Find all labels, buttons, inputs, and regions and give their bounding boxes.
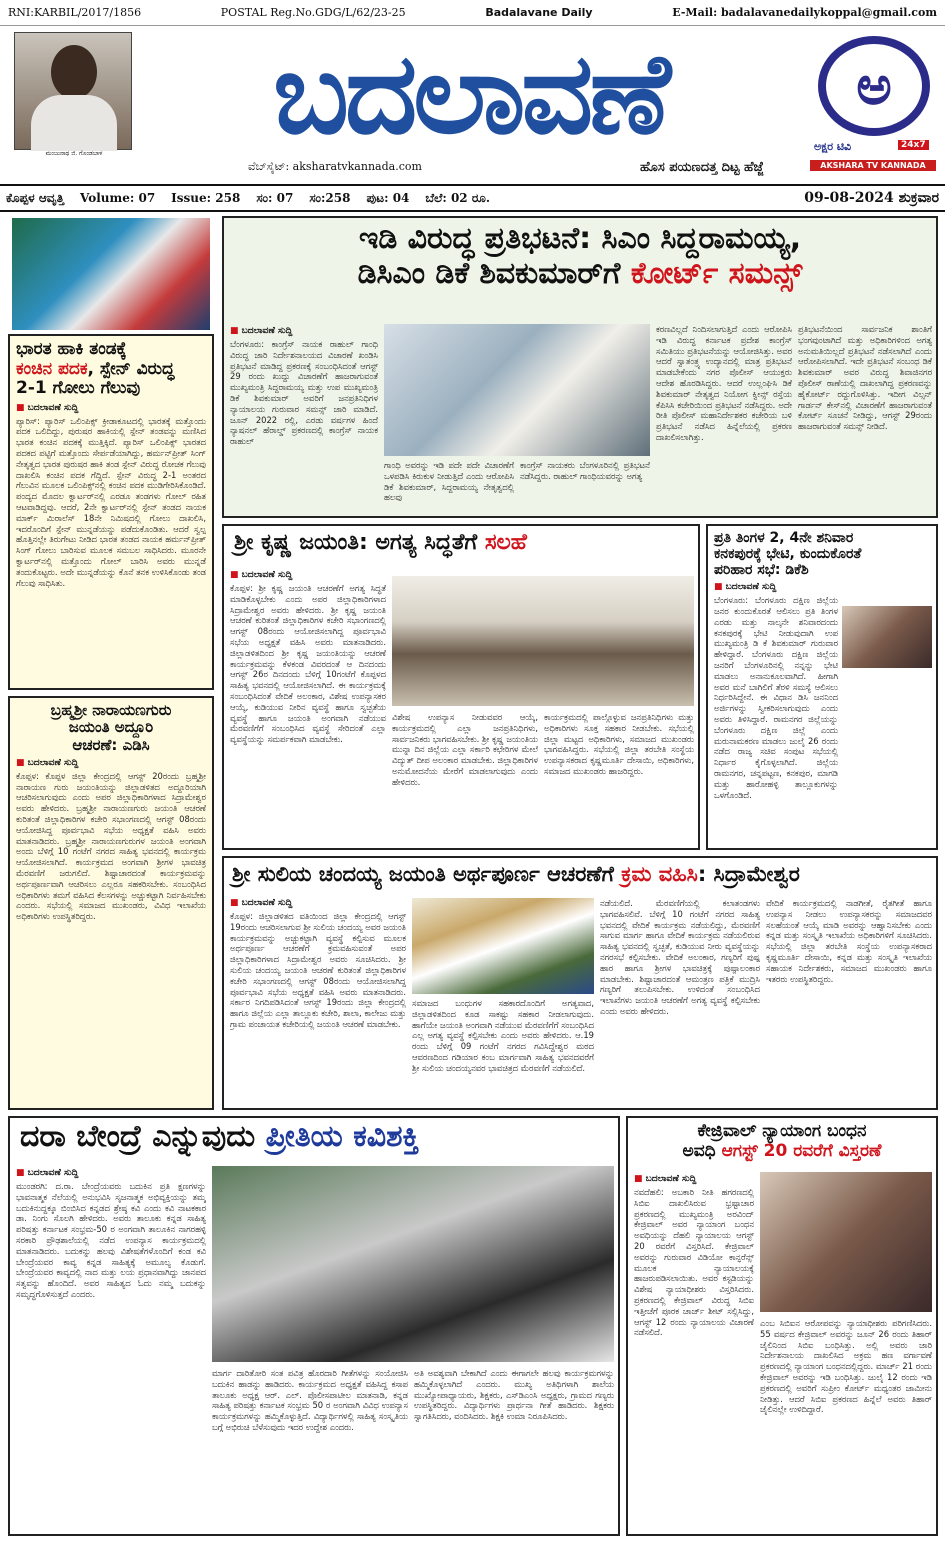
krishna-headline-b: ಸಲಹೆ — [484, 530, 527, 555]
kejriwal-article — [626, 1116, 938, 1536]
lead-headline-2a: ಡಿಸಿಎಂ ಡಿಕೆ ಶಿವಕುಮಾರ್‌ಗೆ — [357, 255, 631, 291]
sam: ಸಂ: 07 — [256, 190, 294, 205]
tv-emblem-icon: ಅ — [818, 36, 930, 136]
lead-headline-1: ಇಡಿ ವಿರುದ್ಧ ಪ್ರತಿಭಟನೆ: ಸಿಎಂ ಸಿದ್ದರಾಮಯ್ಯ, — [358, 221, 802, 256]
suliya-col-1: ಕೊಪ್ಪಳ: ಜಿಲ್ಲಾಡಳಿತದ ವತಿಯಿಂದ ಜಿಲ್ಲಾ ಕೇಂದ್ರದಲ್ಲಿ ಆಗಸ್ಟ್ 19ರಂದು ಆಚರಿಸಲಾಗುವ ಶ್ರೀ ಸುಲಿಯ ಚಂದಯ್ಯ ಅವರ ಜಯಂತಿ ಕಾರ್ಯಕ್ರಮವನ್ನು ಅಚ್ಚುಕಟ್ಟಾಗಿ ವ್ಯವಸ್ಥೆ ಕಲ್ಪಿಸುವ ಮೂಲಕ ಅರ್ಥಪೂರ್ಣ ಆಚರಣೆಗೆ ಕ್ರಮವಹಿಸುವಂತೆ ಅಪರ ಜಿಲ್ಲಾಧಿಕಾರಿಗಳಾದ ಸಿದ್ರಾಮೇಶ್ವರ ಅವರು ಸೂಚಿಸಿದರು. ಶ್ರೀ ಸುಲಿಯ ಚಂದಯ್ಯ ಜಯಂತಿ ಆಚರಣೆ ಕುರಿತಂತೆ ಜಿಲ್ಲಾಧಿಕಾರಿಗಳ ಕಚೇರಿ ಸಭಾಂಗಣದಲ್ಲಿ ಆಗಸ್ಟ್ 08ರಂದು ಆಯೋಜಿಸಲಾಗಿದ್ದ ಪೂರ್ವಭಾವಿ ಸಭೆಯ ಅಧ್ಯಕ್ಷತೆ ವಹಿಸಿ ಅವರು ಮಾತನಾಡಿದರು. ಸರ್ಕಾರ ನಿಗದಿಪಡಿಸಿದಂತೆ ಆಗಸ್ಟ್ 19ರಂದು ಜಿಲ್ಲಾ ಕೇಂದ್ರದಲ್ಲಿ ಹಾಗೂ ಜಿಲ್ಲೆಯ ಎಲ್ಲಾ ತಾಲ್ಲೂಕು ಕಚೇರಿ, ಶಾಲಾ, ಕಾಲೇಜು ಮತ್ತು ಗ್ರಾಮ ಪಂಚಾಯತ ಕಚೇರಿಯಲ್ಲಿ ಜಯಂತಿ ಆಚರಣೆ ಮಾಡಬೇಕು. — [230, 911, 406, 1029]
masthead-logo: ಬದಲಾವಣೆ — [273, 29, 667, 159]
lead-col-1: ಬೆಂಗಳೂರು: ಕಾಂಗ್ರೆಸ್ ನಾಯಕ ರಾಹುಲ್ ಗಾಂಧಿ ವಿರುದ್ಧ ಜಾರಿ ನಿರ್ದೇಶನಾಲಯದ ವಿಚಾರಣೆ ಖಂಡಿಸಿ ಪ್ರತಿಭಟನೆ ಮಾಡಿದ್ದ ಪ್ರಕರಣಕ್ಕೆ ಸಂಬಂಧಿಸಿದಂತೆ ಆಗಸ್ಟ್ 29 ರಂದು ಖುದ್ದು ವಿಚಾರಣೆಗೆ ಹಾಜರಾಗುವಂತೆ ಮುಖ್ಯಮಂತ್ರಿ ಸಿದ್ದರಾಮಯ್ಯ ಮತ್ತು ಉಪ ಮುಖ್ಯಮಂತ್ರಿ ಡಿಕೆ ಶಿವಕುಮಾರ್ ಅವರಿಗೆ ಜನಪ್ರತಿನಿಧಿಗಳ ನ್ಯಾಯಾಲಯ ಗುರುವಾರ ಸಮನ್ಸ್ ಜಾರಿ ಮಾಡಿದೆ. ಜೂನ್ 2022 ರಲ್ಲಿ, ಎರಡು ವರ್ಷಗಳ ಹಿಂದೆ ನ್ಯಾಷನಲ್ ಹೆರಾಲ್ಡ್ ಪ್ರಕರಣದಲ್ಲಿ ಕಾಂಗ್ರೆಸ್ ನಾಯಕ ರಾಹುಲ್ — [230, 339, 378, 447]
hockey-body: ಪ್ಯಾರಿಸ್: ಪ್ಯಾರಿಸ್ ಒಲಿಂಪಿಕ್ಸ್ ಕ್ರೀಡಾಕೂಟದಲ್ಲಿ ಭಾರತಕ್ಕೆ ಮತ್ತೊಂದು ಪದಕ ಒಲಿದಿದ್ದು, ಪುರುಷರ ಹಾಕಿಯಲ್ಲಿ ಸ್ಪೇನ್ ತಂಡವನ್ನು ಮಣಿಸಿದ ಭಾರತ ಕಂಚಿನ ಪದಕಕ್ಕೆ ಮುತ್ತಿಕ್ಕಿದೆ. ಪ್ಯಾರಿಸ್ ಒಲಿಂಪಿಕ್ಸ್ ಭಾರತದ ಪದಕದ ಪಟ್ಟಿಗೆ ಮತ್ತೊಂದು ಸೇರ್ಪಡೆಯಾಗಿದ್ದು, ಹರ್ಮನ್‌ಪ್ರೀತ್ ಸಿಂಗ್ ನೇತೃತ್ವದ ಭಾರತ ಪುರುಷರ ಹಾಕಿ ತಂಡ ಸ್ಪೇನ್ ವಿರುದ್ಧ ರೋಚಕ ಗೆಲುವು ದಾಖಲಿಸಿ ಕಂಚಿನ ಪದಕ ಗೆದ್ದಿದೆ. ಸ್ಪೇನ್ ವಿರುದ್ಧ 2-1 ಅಂತರದ ಗೆಲುವಿನ ಮೂಲಕ ಒಲಿಂಪಿಕ್ಸ್‌ನಲ್ಲಿ ಕಂಚಿನ ಪದಕ ಮುಡಿಗೇರಿಸಿಕೊಂಡಿದೆ. ಪಂದ್ಯದ ಮೊದಲ ಕ್ವಾರ್ಟರ್‌ನಲ್ಲಿ ಎರಡೂ ತಂಡಗಳು ಗೋಲ್ ರಹಿತ ಆಟವಾಡಿದ್ದವು. ಆದರೆ, 2ನೇ ಕ್ವಾರ್ಟರ್‌ನಲ್ಲಿ ಸ್ಪೇನ್ ತಂಡದ ನಾಯಕ ಮಾರ್ಕ್ ಮಿರಾಲೆಸ್ 18ನೇ ನಿಮಿಷದಲ್ಲಿ ಗೋಲು ದಾಖಲಿಸಿ, ಇದರೊಂದಿಗೆ ಸ್ಪೇನ್ ಮುನ್ನಡೆಯನ್ನು ಪಡೆದುಕೊಂಡಿತು. ಆದರೆ ಸ್ವಲ್ಪ ಹೊತ್ತಿನಲ್ಲೇ ತಿರುಗೇಟು ನೀಡಿದ ಭಾರತ ತಂಡದ ನಾಯಕ ಹರ್ಮನ್‌ಪ್ರೀತ್ ಸಿಂಗ್ ಗೋಲು ಬಾರಿಸುವ ಮೂಲಕ ಸಮಬಲ ಸಾಧಿಸಿದರು. ಮೂರನೇ ಕ್ವಾರ್ಟರ್‌ನಲ್ಲಿ ಮತ್ತೊಂದು ಗೋಲ್ ಬಾರಿಸಿ ಅವರು ಮುನ್ನಡೆ ತಂದುಕೊಟ್ಟರು. ಅದೇ ಮುನ್ನಡೆಯನ್ನು ಕೊನೆ ತನಕ ಉಳಿಸಿಕೊಂಡು ತಂಡ ಗೆಲುವು ಸಾಧಿಸಿತು. — [16, 415, 206, 588]
top-bar — [0, 0, 945, 26]
narayanaguru-headline-1: ಬ್ರಹ್ಮಶ್ರೀ ನಾರಾಯಣಗುರು — [50, 701, 172, 719]
lead-headline-2b: ಕೋರ್ಟ್ ಸಮನ್ಸ್ — [630, 255, 803, 291]
lead-article — [222, 216, 938, 518]
hockey-byline: ■ ಬದಲಾವಣೆ ಸುದ್ದಿ — [16, 403, 206, 413]
postal-reg: POSTAL Reg.No.GDG/L/62/23-25 — [220, 6, 406, 19]
krishna-col-1: ಕೊಪ್ಪಳ: ಶ್ರೀ ಕೃಷ್ಣ ಜಯಂತಿ ಆಚರಣೆಗೆ ಅಗತ್ಯ ಸಿದ್ಧತೆ ಮಾಡಿಕೊಳ್ಳಬೇಕು ಎಂದು ಅಪರ ಜಿಲ್ಲಾಧಿಕಾರಿಗಳಾದ ಸಿದ್ರಾಮೇಶ್ವರ ಅವರು ಹೇಳಿದರು. ಶ್ರೀ ಕೃಷ್ಣ ಜಯಂತಿ ಆಚರಣೆ ಕುರಿತಂತೆ ಜಿಲ್ಲಾಧಿಕಾರಿಗಳ ಕಚೇರಿ ಸಭಾಂಗಣದಲ್ಲಿ ಆಗಸ್ಟ್ 08ರಂದು ಆಯೋಜಿಸಲಾಗಿದ್ದ ಪೂರ್ವಭಾವಿ ಸಭೆಯ ಅಧ್ಯಕ್ಷತೆ ವಹಿಸಿ ಅವರು ಮಾತನಾಡಿದರು. ಜಿಲ್ಲಾಡಳಿತದಿಂದ ಶ್ರೀ ಕೃಷ್ಣ ಜಯಂತಿಯನ್ನು ಆಚರಣೆ ಕಾರ್ಯಕ್ರಮವನ್ನು ಕೆಳಕಂಡ ವಿವರದಂತೆ ಆ ದಿನದಂದು ಆಗಸ್ಟ್ 26ರ ದಿನದಂದು ಬೆಳಿಗ್ಗೆ 10ಗಂಟೆಗೆ ಕೊಪ್ಪಳದ ಸಾಹಿತ್ಯ ಭವನದಲ್ಲಿ ಆಯೋಜಿಸಲಾಗಿದೆ. ಈ ಕಾರ್ಯಕ್ರಮಕ್ಕೆ ಸಂಬಂಧಿಸಿದಂತೆ ವೇದಿಕೆ ಅಲಂಕಾರ, ವಿಶೇಷ ಉಪನ್ಯಾಸಕರ ಆಯ್ಕೆ, ಕುಡಿಯುವ ನೀರಿನ ವ್ಯವಸ್ಥೆ ಹಾಗೂ ಸ್ವಚ್ಛತೆಯ ವ್ಯವಸ್ಥೆ ಹಾಗೂ ಜಯಂತಿ ಅಂಗವಾಗಿ ನಡೆಯುವ ಮೆರವಣಿಗೆಗೆ ಸಂಬಂಧಿಸಿದ ವ್ಯವಸ್ಥೆ ಸೇರಿದಂತೆ ಎಲ್ಲಾ ವ್ಯವಸ್ಥೆಯನ್ನು ಸಮರ್ಪಕವಾಗಿ ಮಾಡಬೇಕು. — [230, 583, 386, 745]
bendre-col-2: ಮಾರ್ಗ ದಾರಿತೋರಿ ಸಂತ ಪವಿತ್ರ ಹೊರದಾರಿ ಗೀತೆಗಳನ್ನು ಸಂಯೋಜಿಸಿ ಬದುಕಿನ ಹಾಡನ್ನು ಹಾಡಿದರು. ಕಾರ್ಯಕ್ರಮದ ಅಧ್ಯಕ್ಷತೆ ವಹಿಸಿದ್ದ ಕಸಾಪ ತಾಲೂಕು ಅಧ್ಯಕ್ಷ ಆರ್. ಎಲ್. ಪೊಲೀಸಪಾಟೀಲ ಮಾತನಾಡಿ, ಕನ್ನಡ ಸಾಹಿತ್ಯ ಪರಿಷತ್ತು ಕರ್ನಾಟಕ ಸಂಭ್ರಮ 50 ರ ಅಂಗವಾಗಿ ವಿವಿಧ ಉಪನ್ಯಾಸ ಕಾರ್ಯಕ್ರಮಗಳನ್ನು ಹಮ್ಮಿಕೊಳ್ಳುತ್ತಿದೆ. ವಿದ್ಯಾರ್ಥಿಗಳಲ್ಲಿ ಸಾಹಿತ್ಯ ಸಂಸ್ಕೃತಿಯ ಬಗ್ಗೆ ಅಭಿರುಚಿ ಬೆಳೆಸುವುದು ಇದರ ಉದ್ದೇಶ ಎಂದರು. — [212, 1368, 408, 1432]
bendre-col-3: ಅತಿ ಅವಶ್ಯವಾಗಿ ಬೇಕಾಗಿದೆ ಎಂದು ಈಗಾಗಲೇ ಹಲವು ಕಾರ್ಯಕ್ರಮಗಳನ್ನು ಹಮ್ಮಿಕೊಳ್ಳಲಾಗಿದೆ ಎಂದರು. ಮುಖ್ಯ ಅತಿಥಿಗಳಾಗಿ ಶಾಲೆಯ ಮುಖ್ಯೋಪಾಧ್ಯಾಯರು, ಶಿಕ್ಷಕರು, ಎಸ್‌ಡಿಎಂಸಿ ಅಧ್ಯಕ್ಷರು, ಗ್ರಾಮದ ಗಣ್ಯರು ಉಪಸ್ಥಿತರಿದ್ದರು. ವಿದ್ಯಾರ್ಥಿಗಳು ಪ್ರಾರ್ಥನಾ ಗೀತೆ ಹಾಡಿದರು. ಶಿಕ್ಷಕರು ಸ್ವಾಗತಿಸಿದರು, ವಂದಿಸಿದರು. ಶಿಕ್ಷಕಿ ಉಮಾ ನಿರೂಪಿಸಿದರು. — [414, 1368, 614, 1422]
krishna-byline: ■ ಬದಲಾವಣೆ ಸುದ್ದಿ — [230, 570, 386, 580]
suliya-col-3: ನಡೆಯಲಿದೆ. ಮೆರವಣಿಗೆಯಲ್ಲಿ ಕಲಾತಂಡಗಳು ಭಾಗವಹಿಸಲಿವೆ. ಬೆಳಿಗ್ಗೆ 10 ಗಂಟೆಗೆ ನಗರದ ಸಾಹಿತ್ಯ ಭವನದಲ್ಲಿ ವೇದಿಕೆ ಕಾರ್ಯಕ್ರಮ ನಡೆಯಲಿದ್ದು, ಮೆರವಣಿಗೆ ಸಾಗುವ ಮಾರ್ಗ ಹಾಗೂ ವೇದಿಕೆ ಕಾರ್ಯಕ್ರಮ ನಡೆಯಲಿರುವ ಸಾಹಿತ್ಯ ಭವನದಲ್ಲಿ ಸ್ವಚ್ಛತೆ, ಕುಡಿಯುವ ನೀರು ವ್ಯವಸ್ಥೆಯನ್ನು ನಗರಸಭೆ ಕಲ್ಪಿಸಬೇಕು. ವೇದಿಕೆ ಅಲಂಕಾರ, ಗಣ್ಯರಿಗೆ ಪುಷ್ಪ ಹಾರ ಹಾಗೂ ಶ್ರೀಗಳ ಭಾವಚಿತ್ರಕ್ಕೆ ಪುಷ್ಪಾಲಂಕಾರ ಮಾಡಬೇಕು. ಶಿಷ್ಟಾಚಾರದಂತೆ ಆಮಂತ್ರಣ ಪತ್ರಿಕೆ ಮುದ್ರಿಸಿ ಗಣ್ಯರಿಗೆ ತಲುಪಿಸಬೇಕು. ಉಳಿದಂತೆ ಸಂಬಂಧಿಸಿದ ಇಲಾಖೆಗಳು ಜಯಂತಿ ಆಚರಣೆಗೆ ಅಗತ್ಯ ವ್ಯವಸ್ಥೆ ಕಲ್ಪಿಸಬೇಕು ಎಂದು ಅವರು ಹೇಳಿದರು. — [600, 898, 760, 1016]
hockey-headline-2a: ಕಂಚಿನ ಪದಕ — [16, 358, 88, 379]
bendre-byline: ■ ಬದಲಾವಣೆ ಸುದ್ದಿ — [16, 1168, 206, 1178]
editor-photo — [14, 32, 132, 150]
suliya-col-4: ವೇದಿಕೆ ಕಾರ್ಯಕ್ರಮದಲ್ಲಿ ನಾಡಗೀತೆ, ರೈತಗೀತೆ ಹಾಗೂ ಉಪನ್ಯಾಸ ನೀಡಲು ಉಪನ್ಯಾಸಕರನ್ನು ಸಮಾಜದವರ ಸಲಹೆಯಂತೆ ಆಯ್ಕೆ ಮಾಡಿ ಅವರನ್ನು ಆಹ್ವಾನಿಸಬೇಕು ಎಂದು ಕನ್ನಡ ಮತ್ತು ಸಂಸ್ಕೃತಿ ಇಲಾಖೆಯ ಅಧಿಕಾರಿಗಳಿಗೆ ಸೂಚಿಸಿದರು. ಸಭೆಯಲ್ಲಿ ಜಿಲ್ಲಾ ತರಬೇತಿ ಸಂಸ್ಥೆಯ ಉಪನ್ಯಾಸಕರಾದ ಕೃಷ್ಣಮೂರ್ತಿ ದೇಸಾಯಿ, ಕನ್ನಡ ಮತ್ತು ಸಂಸ್ಕೃತಿ ಇಲಾಖೆಯ ಸಹಾಯಕ ನಿರ್ದೇಶಕರು, ಸಮಾಜದ ಮುಖಂಡರು ಹಾಗೂ ಇತರರು ಉಪಸ್ಥಿತರಿದ್ದರು. — [766, 898, 932, 984]
bendre-headline-a: ದರಾ ಬೇಂದ್ರೆ ಎನ್ನುವುದು — [20, 1119, 266, 1154]
kejriwal-photo — [760, 1172, 932, 1312]
bendre-article — [8, 1116, 620, 1536]
editor-photo-caption: ಮಂಜುನಾಥ ಜಿ. ಗೊಂಡಬಾಳ — [45, 150, 103, 157]
kundukorate-headline-2: ಕನಕಪುರಕ್ಕೆ ಭೇಟಿ, ಕುಂದುಕೊರತೆ — [714, 546, 862, 563]
rni-number: RNI:KARBIL/2017/1856 — [8, 6, 142, 19]
bendre-headline-b: ಪ್ರೀತಿಯ ಕವಿಶಕ್ತಿ — [265, 1119, 420, 1154]
tv-name: ಅಕ್ಷರ ಟಿವಿ — [814, 140, 852, 153]
tagline: ಹೊಸ ಪಯಣದತ್ತ ದಿಟ್ಟ ಹೆಜ್ಜೆ — [640, 160, 764, 175]
bendre-photo — [212, 1166, 614, 1362]
email: E-Mail: badalavanedailykoppal@gmail.com — [672, 6, 937, 19]
tv-logo — [806, 36, 938, 176]
lead-col-2: ಗಾಂಧಿ ಅವರನ್ನು ಇಡಿ ಪದೇ ಪದೇ ವಿಚಾರಣೆಗೆ ಒಳಪಡಿಸಿ ಕಿರುಕುಳ ನೀಡುತ್ತಿದೆ ಎಂದು ಆರೋಪಿಸಿ ಡಿಕೆ ಶಿವಕುಮಾರ್, ಸಿದ್ದರಾಮಯ್ಯ ನೇತೃತ್ವದಲ್ಲಿ ಹಲವು — [384, 460, 514, 503]
hockey-photo — [12, 218, 210, 330]
suliya-article — [222, 856, 938, 1110]
krishna-headline-a: ಶ್ರೀ ಕೃಷ್ಣ ಜಯಂತಿ: ಅಗತ್ಯ ಸಿದ್ಧತೆಗೆ — [234, 530, 485, 555]
kundukorate-body: ಬೆಂಗಳೂರು: ಬೆಂಗಳೂರು ದಕ್ಷಿಣ ಜಿಲ್ಲೆಯ ಜನರ ಕುಂದುಕೊರತೆ ಆಲಿಸಲು ಪ್ರತಿ ತಿಂಗಳ ಎರಡು ಮತ್ತು ನಾಲ್ಕನೇ ಶನಿವಾರದಂದು ಕನಕಪುರಕ್ಕೆ ಭೇಟಿ ನೀಡುವುದಾಗಿ ಉಪ ಮುಖ್ಯಮಂತ್ರಿ ಡಿ ಕೆ ಶಿವಕುಮಾರ್ ಗುರುವಾರ ಹೇಳಿದ್ದಾರೆ. ಬೆಂಗಳೂರು ದಕ್ಷಿಣ ಜಿಲ್ಲೆಯ ಜನರಿಗೆ ಬೆಂಗಳೂರಿನಲ್ಲಿ ನನ್ನನ್ನು ಭೇಟಿ ಮಾಡಲು ಅನಾನುಕೂಲವಾಗಿದೆ. ಹೀಗಾಗಿ ಅವರ ಮನೆ ಬಾಗಿಲಿಗೆ ತೆರಳಿ ಸಮಸ್ಯೆ ಆಲಿಸಲು ನಿರ್ಧರಿಸಿದ್ದೇನೆ. ಈ ವಿಧಾನ ಡಿಸಿ ಜನನಿಂದ ಅರ್ಜಿಗಳನ್ನು ಸ್ವೀಕರಿಸಲಾಗುವುದು ಎಂದು ಅವರು ತಿಳಿಸಿದ್ದಾರೆ. ರಾಮನಗರ ಜಿಲ್ಲೆಯನ್ನು ಬೆಂಗಳೂರು ದಕ್ಷಿಣ ಜಿಲ್ಲೆ ಎಂದು ಮರುನಾಮಕರಣ ಮಾಡಲು ಜುಲೈ 26 ರಂದು ನಡೆದ ರಾಜ್ಯ ಸಚಿವ ಸಂಪುಟ ಸಭೆಯಲ್ಲಿ ನಿರ್ಧಾರ ಕೈಗೊಳ್ಳಲಾಗಿದೆ. ಜಿಲ್ಲೆಯ ರಾಮನಗರ, ಚನ್ನಪಟ್ಟಣ, ಕನಕಪುರ, ಮಾಗಡಿ ಮತ್ತು ಹಾರೋಹಳ್ಳಿ ತಾಲ್ಲೂಕುಗಳನ್ನು ಒಳಗೊಂಡಿದೆ. — [714, 595, 838, 800]
narayanaguru-headline-2: ಜಯಂತಿ ಅದ್ದೂರಿ — [68, 718, 154, 737]
suliya-photo — [412, 898, 594, 994]
hockey-headline-3: 2-1 ಗೋಲು ಗೆಲುವು — [16, 378, 141, 399]
suliya-headline-c: : ಸಿದ್ರಾಮೇಶ್ವರ — [697, 862, 800, 886]
kundukorate-headline-1: ಪ್ರತಿ ತಿಂಗಳ 2, 4ನೇ ಶನಿವಾರ — [714, 530, 854, 546]
edition: ಕೊಪ್ಪಳ ಆವೃತ್ತಿ — [6, 190, 65, 205]
kundukorate-byline: ■ ಬದಲಾವಣೆ ಸುದ್ದಿ — [714, 582, 930, 592]
suliya-col-2: ಸಮಾಜದ ಬಂಧುಗಳ ಸಹಕಾರದೊಂದಿಗೆ ಅಗತ್ಯವಾದ, ಜಿಲ್ಲಾಡಳಿತದಿಂದ ಕೂಡ ಸಾಕಷ್ಟು ಸಹಕಾರ ನೀಡಲಾಗುವುದು. ಹಾಗೆಯೇ ಜಯಂತಿ ಅಂಗವಾಗಿ ನಡೆಯುವ ಮೆರವಣಿಗೆಗೆ ಸಂಬಂಧಿಸಿದ ಎಲ್ಲ ಅಗತ್ಯ ವ್ಯವಸ್ಥೆ ಕಲ್ಪಿಸಬೇಕು ಎಂದು ಅವರು ಹೇಳಿದರು. ಆ.19 ರಂದು ಬೆಳಿಗ್ಗೆ 09 ಗಂಟೆಗೆ ನಗರದ ಗವಿಸಿದ್ದೇಶ್ವರ ಮಠದ ಆವರಣದಿಂದ ಗಡಿಯಾರ ಕಂಬ ಮಾರ್ಗವಾಗಿ ಸಾಹಿತ್ಯ ಭವನದವರೆಗೆ ಶ್ರೀ ಸುಲಿಯ ಚಂದಯ್ಯನವರ ಭಾವಚಿತ್ರದ ಮೆರವಣಿಗೆ ನಡೆಯಲಿದೆ. — [412, 998, 594, 1073]
suliya-byline: ■ ಬದಲಾವಣೆ ಸುದ್ದಿ — [230, 898, 406, 908]
narayanaguru-body: ಕೊಪ್ಪಳ: ಕೊಪ್ಪಳ ಜಿಲ್ಲಾ ಕೇಂದ್ರದಲ್ಲಿ ಆಗಸ್ಟ್ 20ರಂದು ಬ್ರಹ್ಮಶ್ರೀ ನಾರಾಯಣ ಗುರು ಜಯಂತಿಯನ್ನು ಜಿಲ್ಲಾಡಳಿತದ ಅದ್ದೂರಿಯಾಗಿ ಆಚರಿಸಲಾಗುವುದು ಎಂದು ಅಪರ ಜಿಲ್ಲಾಧಿಕಾರಿಗಳಾದ ಸಿದ್ರಾಮೇಶ್ವರ ಅವರು ಹೇಳಿದರು. ಬ್ರಹ್ಮಶ್ರೀ ನಾರಾಯಣಗುರು ಜಯಂತಿ ಆಚರಣೆ ಕುರಿತಂತೆ ಜಿಲ್ಲಾಧಿಕಾರಿಗಳ ಕಚೇರಿ ಸಭಾಂಗಣದಲ್ಲಿ ಆಗಸ್ಟ್ 08ರಂದು ಆಯೋಜಿಸಿದ್ದ ಪೂರ್ವಭಾವಿ ಸಭೆಯ ಅಧ್ಯಕ್ಷತೆ ವಹಿಸಿ ಅವರು ಮಾತನಾಡಿದರು. ಬ್ರಹ್ಮಶ್ರೀ ನಾರಾಯಣಗುರುಗಳ ಜಯಂತಿ ಅಂಗವಾಗಿ ಅಂದು ಬೆಳಿಗ್ಗೆ 10 ಗಂಟೆಗೆ ನಗರದ ಸಾಹಿತ್ಯ ಭವನದಲ್ಲಿ ಕಾರ್ಯಕ್ರಮ ಆಯೋಜಿಸಲಾಗಿದೆ. ಕಾರ್ಯಕ್ರಮದ ಅಂಗವಾಗಿ ಶ್ರೀಗಳ ಭಾವಚಿತ್ರ ಮೆರವಣಿಗೆ ಜರುಗಲಿದೆ. ಶಿಷ್ಟಾಚಾರದಂತೆ ಕಾರ್ಯಕ್ರಮವನ್ನು ಅರ್ಥಪೂರ್ಣವಾಗಿ ಆಚರಿಸಲು ಎಲ್ಲರೂ ಸಹಕರಿಸಬೇಕು. ಸಂಬಂಧಿಸಿದ ಅಧಿಕಾರಿಗಳು ತಮಗೆ ವಹಿಸಿದ ಕೆಲಸಗಳನ್ನು ಅಚ್ಚುಕಟ್ಟಾಗಿ ನಿರ್ವಹಿಸಬೇಕು ಎಂದರು. ಸಭೆಯಲ್ಲಿ ಸಮಾಜದ ಮುಖಂಡರು, ವಿವಿಧ ಇಲಾಖೆಯ ಅಧಿಕಾರಿಗಳು ಉಪಸ್ಥಿತರಿದ್ದರು. — [16, 770, 206, 922]
sam2: ಸಂ:258 — [309, 190, 351, 205]
suliya-headline-b: ಕ್ರಮ ವಹಿಸಿ — [621, 862, 698, 886]
lead-col-4: ಕರಣವಿಲ್ಲದೆ ನಿಂದಿಸಲಾಗುತ್ತಿದೆ ಎಂದು ಆರೋಪಿಸಿ ಇಡಿ ವಿರುದ್ಧ ಕರ್ನಾಟಕ ಪ್ರದೇಶ ಕಾಂಗ್ರೆಸ್ ಸಮಿತಿಯು ಪ್ರತಿಭಟನೆಯನ್ನು ಆಯೋಜಿಸಿತ್ತು. ಅವರ ಆದರೆ ಸ್ವಾತಂತ್ರ್ಯ ಉದ್ಯಾನದಲ್ಲಿ ಮಾತ್ರ ಪ್ರತಿಭಟನೆ ಮಾಡಬೇಕೆಂದು ನಗರ ಪೊಲೀಸ್ ಆಯುಕ್ತರು ಆದೇಶ ಹೊರಡಿಸಿದ್ದರು. ಆದರೆ ಉಲ್ಲಂಘಿಸಿ ಡಿಕೆ ಶಿವಕುಮಾರ್ ನೇತೃತ್ವದ ನಿಯೋಗ ಕ್ವೀನ್ಸ್ ರಸ್ತೆಯ ಕೆಪಿಸಿಸಿ ಕಚೇರಿಯಿಂದ ಪ್ರತಿಭಟನೆ ನಡೆಸಿದ್ದರು. ಅದೇ ರೀತಿ ಪೊಲೀಸ್ ಮಹಾನಿರ್ದೇಶಕರ ಕಚೇರಿಯ ಬಳಿ ಪ್ರತಿಭಟನೆ ನಡೆಸಿದ ಹಿನ್ನೆಲೆಯಲ್ಲಿ ಪ್ರಕರಣ ದಾಖಲಿಸಲಾಗಿತ್ತು. — [656, 324, 792, 442]
kejriwal-col-1: ನವದೆಹಲಿ: ಅಬಕಾರಿ ನೀತಿ ಹಗರಣದಲ್ಲಿ ಸಿಬಿಐ ದಾಖಲಿಸಿರುವ ಭ್ರಷ್ಟಾಚಾರ ಪ್ರಕರಣದಲ್ಲಿ ಮುಖ್ಯಮಂತ್ರಿ ಅರವಿಂದ್ ಕೇಜ್ರಿವಾಲ್ ಅವರ ನ್ಯಾಯಾಂಗ ಬಂಧನ ಅವಧಿಯನ್ನು ದೆಹಲಿ ನ್ಯಾಯಾಲಯ ಆಗಸ್ಟ್ 20 ರವರೆಗೆ ವಿಸ್ತರಿಸಿದೆ. ಕೇಜ್ರಿವಾಲ್ ಅವರನ್ನು ಗುರುವಾರ ವಿಡಿಯೋ ಕಾನ್ಫರೆನ್ಸ್ ಮೂಲಕ ನ್ಯಾಯಾಲಯಕ್ಕೆ ಹಾಜರುಪಡಿಸಲಾಯಿತು. ಅವರ ಕಸ್ಟಡಿಯನ್ನು ವಿಶೇಷ ನ್ಯಾಯಾಧೀಶರು ವಿಸ್ತರಿಸಿದರು. ಪ್ರಕರಣದಲ್ಲಿ ಕೇಜ್ರಿವಾಲ್ ವಿರುದ್ಧ ಸಿಬಿಐ ಇತ್ತೀಚೆಗೆ ಪೂರಕ ಚಾರ್ಜ್ ಶೀಟ್ ಸಲ್ಲಿಸಿದ್ದು, ಆಗಸ್ಟ್ 12 ರಂದು ನ್ಯಾಯಾಲಯ ವಿಚಾರಣೆ ನಡೆಸಲಿದೆ. — [634, 1187, 754, 1338]
krishna-photo — [392, 576, 694, 706]
kejriwal-byline: ■ ಬದಲಾವಣೆ ಸುದ್ದಿ — [634, 1174, 754, 1184]
hockey-headline-2b: , ಸ್ಪೇನ್ ವಿರುದ್ಧ — [87, 358, 175, 379]
lead-col-5: ಪ್ರತಿಭಟನೆಯಿಂದ ಸಾರ್ವಜನಿಕ ಶಾಂತಿಗೆ ಭಂಗವುಂಟಾಗಿದೆ ಮತ್ತು ಅಧಿಕಾರಿಗಳಿಂದ ಅಗತ್ಯ ಅನುಮತಿಯಿಲ್ಲದೆ ಪ್ರತಿಭಟನೆ ನಡೆಸಲಾಗಿದೆ ಎಂದು ಆರೋಪಿಸಲಾಗಿದೆ. ಇದೇ ಪ್ರತಿಭಟನೆ ಸಂಬಂಧ ಡಿಕೆ ಶಿವಕುಮಾರ್ ಅವರ ವಿರುದ್ಧ ಶಿವಾಜಿನಗರ ಪೊಲೀಸ್ ಠಾಣೆಯಲ್ಲಿ ದಾಖಲಾಗಿದ್ದ ಪ್ರಕರಣವನ್ನು ಹೈಕೋರ್ಟ್ ರದ್ದುಗೊಳಿಸಿತ್ತು. ಇದೀಗ ವಿಲ್ಸನ್ ಗಾರ್ಡನ್ ಕೇಸ್‌ನಲ್ಲಿ ವಿಚಾರಣೆಗೆ ಹಾಜರಾಗುವಂತೆ ಕೋರ್ಟ್ ಸೂಚನೆ ನೀಡಿದ್ದು, ಆಗಸ್ಟ್ 29ರಂದು ಹಾಜರಾಗುವಂತೆ ಸಮನ್ಸ್ ನೀಡಿದೆ. — [798, 324, 932, 432]
kejriwal-headline-1: ಕೇಜ್ರಿವಾಲ್ ನ್ಯಾಯಾಂಗ ಬಂಧನ — [697, 1121, 867, 1141]
hockey-article — [8, 334, 214, 690]
kundukorate-headline-3: ಪರಿಹಾರ ಸಭೆ: ಡಿಕೆಶಿ — [714, 562, 809, 579]
price: ಬೆಲೆ: 02 ರೂ. — [425, 190, 491, 205]
paper-name-en: Badalavane Daily — [485, 6, 593, 19]
volume: Volume: 07 — [80, 191, 156, 205]
lead-byline: ■ ಬದಲಾವಣೆ ಸುದ್ದಿ — [230, 326, 378, 336]
krishna-article — [222, 524, 700, 850]
narayanaguru-headline-3: ಆಚರಣೆ: ಎಡಿಸಿ — [72, 735, 150, 754]
lead-col-3: ಕಾಂಗ್ರೆಸ್ ನಾಯಕರು ಬೆಂಗಳೂರಿನಲ್ಲಿ ಪ್ರತಿಭಟನೆ ನಡೆಸಿದ್ದರು. ರಾಹುಲ್ ಗಾಂಧಿಯವರನ್ನು ಅಗತ್ಯ — [520, 460, 650, 481]
narayanaguru-byline: ■ ಬದಲಾವಣೆ ಸುದ್ದಿ — [16, 758, 206, 768]
tv-badge: 24x7 — [898, 140, 929, 150]
dks-photo — [842, 606, 932, 668]
pages: ಪುಟ: 04 — [366, 190, 410, 205]
krishna-col-2: ವಿಶೇಷ ಉಪನ್ಯಾಸ ನೀಡುವವರ ಆಯ್ಕೆ, ಕಾರ್ಯಕ್ರಮದಲ್ಲಿ ಎಲ್ಲಾ ಜನಪ್ರತಿನಿಧಿಗಳು, ಸಾರ್ವಜನಿಕರು ಭಾಗವಹಿಸಬೇಕು. ಶ್ರೀ ಕೃಷ್ಣ ಜಯಂತಿಯ ಮುನ್ನಾ ದಿನ ಜಿಲ್ಲೆಯ ಎಲ್ಲಾ ಸರ್ಕಾರಿ ಕಛೇರಿಗಳ ಮೇಲೆ ವಿದ್ಯುತ್ ದೀಪ ಅಲಂಕಾರ ಮಾಡಬೇಕು. ಜಿಲ್ಲಾಧಿಕಾರಿಗಳ ಅನುಮೋದನೆಯ ಮೇರೆಗೆ ಮಾಡಲಾಗುವುದು ಎಂದು ಹೇಳಿದರು. — [392, 712, 538, 787]
suliya-headline-a: ಶ್ರೀ ಸುಲಿಯ ಚಂದಯ್ಯ ಜಯಂತಿ ಅರ್ಥಪೂರ್ಣ ಆಚರಣೆಗೆ — [232, 862, 622, 886]
tv-name-en: AKSHARA TV KANNADA — [810, 160, 936, 171]
kejriwal-headline-2a: ಅವಧಿ — [682, 1140, 722, 1161]
krishna-col-3: ಕಾರ್ಯಕ್ರಮದಲ್ಲಿ ಪಾಲ್ಗೊಳ್ಳುವ ಜನಪ್ರತಿನಿಧಿಗಳು ಮತ್ತು ಅಧಿಕಾರಿಗಳು ಸೂಕ್ತ ಸಹಕಾರ ನೀಡಬೇಕು. ಸಭೆಯಲ್ಲಿ ಜಿಲ್ಲಾ ಮಟ್ಟದ ಅಧಿಕಾರಿಗಳು, ಸಮಾಜದ ಮುಖಂಡರು ಭಾಗವಹಿಸಿದ್ದರು. ಸಭೆಯಲ್ಲಿ ಜಿಲ್ಲಾ ತರಬೇತಿ ಸಂಸ್ಥೆಯ ಉಪನ್ಯಾಸಕರಾದ ಕೃಷ್ಣಮೂರ್ತಿ ದೇಸಾಯಿ, ಅಧಿಕಾರಿಗಳು, ಸಮಾಜದ ಮುಖಂಡರು ಹಾಜರಿದ್ದರು. — [544, 712, 694, 776]
narayanaguru-article — [8, 696, 214, 1110]
website: ವೆಬ್‌ಸೈಟ್: aksharatvkannada.com — [248, 160, 422, 173]
issue: Issue: 258 — [171, 191, 241, 205]
date: 09-08-2024 ಶುಕ್ರವಾರ — [804, 190, 939, 206]
kejriwal-headline-2b: ಆಗಸ್ಟ್ 20 ರವರೆಗೆ ವಿಸ್ತರಣೆ — [721, 1140, 882, 1161]
lead-photo — [384, 324, 650, 456]
bendre-col-1: ಮುಂಡರಗಿ: ದ.ರಾ. ಬೇಂದ್ರೆಯವರು ಬದುಕಿನ ಪ್ರತಿ ಕ್ಷಣಗಳನ್ನು ಭಾವನಾತ್ಮಕ ನೆಲೆಯಲ್ಲಿ ಅನುಭವಿಸಿ ಸೃಜನಾತ್ಮಕ ಅಭಿವ್ಯಕ್ತಿಯನ್ನು ತಮ್ಮ ಬದುಕಿನುದ್ದಕ್ಕೂ ಬಿಂಬಿಸಿದ ಕನ್ನಡದ ಶ್ರೇಷ್ಠ ಕವಿ ಎಂದು ಕವಿ ನಾಟಕಕಾರ ಡಾ. ನಿಂಗು ಸೊಲಗಿ ಹೇಳಿದರು. ಅವರು ತಾಲೂಕು ಕನ್ನಡ ಸಾಹಿತ್ಯ ಪರಿಷತ್ತು ಕರ್ನಾಟಕ ಸಂಭ್ರಮ-50 ರ ಅಂಗವಾಗಿ ತಾಲೂಕಿನ ನಾಗರಹಳ್ಳಿ ಸರಕಾರಿ ಪ್ರೌಢಶಾಲೆಯಲ್ಲಿ ನಡೆದ ಉಪನ್ಯಾಸ ಕಾರ್ಯಕ್ರಮದಲ್ಲಿ ಮಾತನಾಡಿದರು. ಬದುಕನ್ನು ಹಲವು ವಿಶೇಷತೆಗಳೊಂದಿಗೆ ಕಂಡ ಕವಿ ಬೇಂದ್ರೆಯವರ ಕಾವ್ಯ ಕನ್ನಡ ಸಾಹಿತ್ಯಕ್ಕೆ ಅಮೂಲ್ಯ ಕೊಡುಗೆ. ಬೇಂದ್ರೆಯವರ ಕಾವ್ಯದಲ್ಲಿ ನಾದ ಮತ್ತು ಲಯ ಪ್ರಧಾನವಾಗಿದ್ದು ಜಾನಪದ ಸತ್ವವನ್ನು ಹೊಂದಿದೆ. ಅವರ ಸಾಹಿತ್ಯದ ಓದು ನಮ್ಮ ಬದುಕನ್ನು ಸಮೃದ್ಧಗೊಳಿಸುತ್ತದೆ ಎಂದರು. — [16, 1181, 206, 1299]
info-bar — [0, 184, 945, 212]
kundukorate-article — [706, 524, 938, 850]
hockey-headline-1: ಭಾರತ ಹಾಕಿ ತಂಡಕ್ಕೆ — [16, 339, 127, 359]
kejriwal-col-2: ಎಂಬ ಸಿಬಿಐನ ಆರೋಪವನ್ನು ನ್ಯಾಯಾಧೀಶರು ಪರಿಗಣಿಸಿದರು. 55 ವರ್ಷದ ಕೇಜ್ರಿವಾಲ್ ಅವರನ್ನು ಜೂನ್ 26 ರಂದು ತಿಹಾರ್ ಜೈಲಿನಿಂದ ಸಿಬಿಐ ಬಂಧಿಸಿತ್ತು. ಅಲ್ಲಿ ಅವರು ಜಾರಿ ನಿರ್ದೇಶನಾಲಯ ದಾಖಲಿಸಿದ ಅಕ್ರಮ ಹಣ ವರ್ಗಾವಣೆ ಪ್ರಕರಣದಲ್ಲಿ ನ್ಯಾಯಾಂಗ ಬಂಧನದಲ್ಲಿದ್ದರು. ಮಾರ್ಚ್ 21 ರಂದು ಕೇಜ್ರಿವಾಲ್ ಅವರನ್ನು ಇಡಿ ಬಂಧಿಸಿತ್ತು. ಜುಲೈ 12 ರಂದು ಇಡಿ ಪ್ರಕರಣದಲ್ಲಿ ಅವರಿಗೆ ಸುಪ್ರೀಂ ಕೋರ್ಟ್ ಮಧ್ಯಂತರ ಜಾಮೀನು ನೀಡಿತ್ತು. ಆದರೆ ಸಿಬಿಐ ಪ್ರಕರಣದ ಹಿನ್ನೆಲೆ ಅವರು ತಿಹಾರ್ ಜೈಲಿನಲ್ಲೇ ಉಳಿದಿದ್ದಾರೆ. — [760, 1318, 932, 1415]
